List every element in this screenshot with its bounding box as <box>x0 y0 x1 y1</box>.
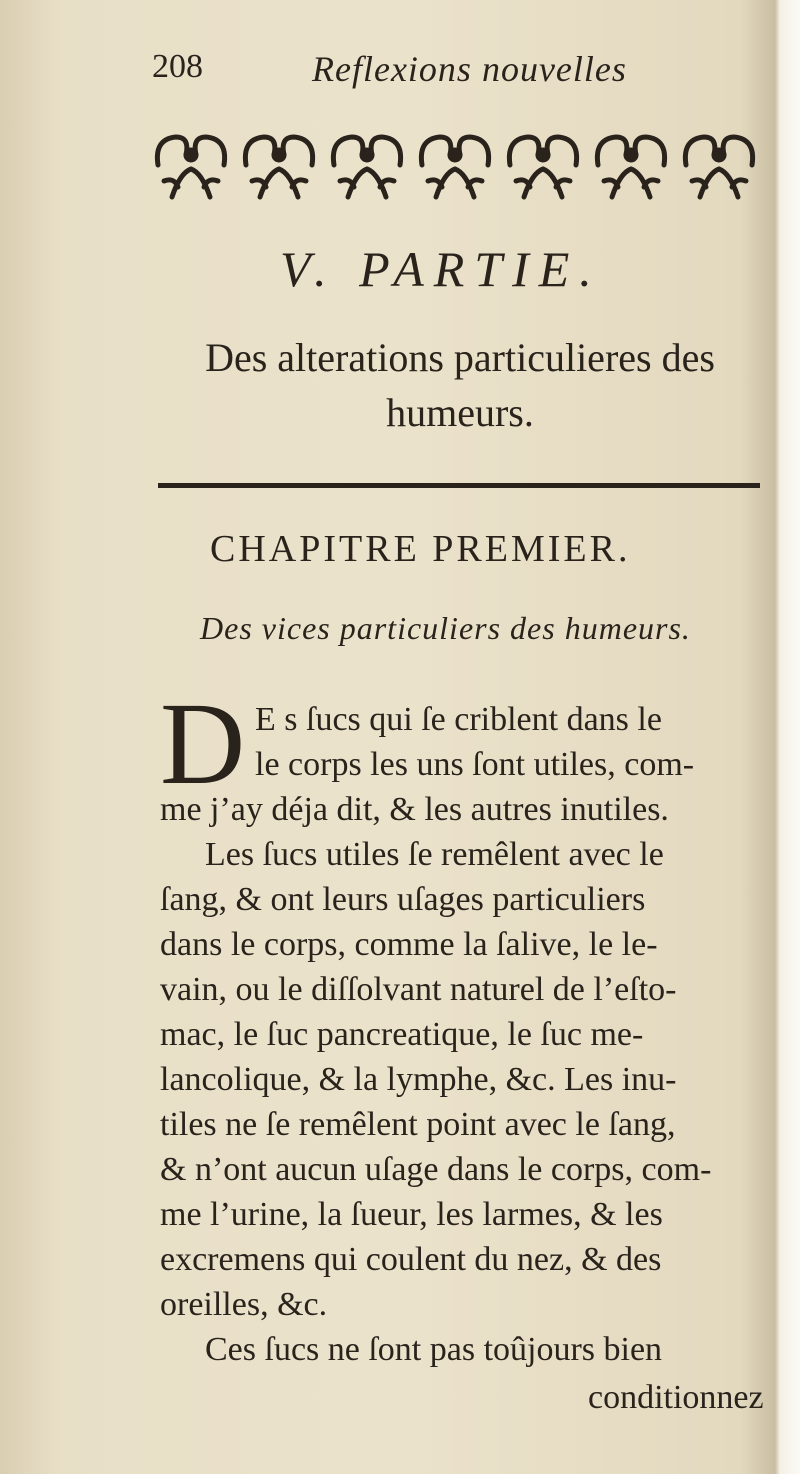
text-line: excremens qui coulent du nez, & des <box>160 1241 662 1278</box>
text-line: E s ſucs qui ſe criblent dans le <box>255 701 662 738</box>
fleuron-ornament-icon <box>502 125 584 205</box>
text-line: ſang, & ont leurs uſages particuliers <box>160 881 646 918</box>
text-line: dans le corps, comme la ſalive, le le- <box>160 926 658 963</box>
fleuron-ornament-icon <box>414 125 496 205</box>
chapter-subtitle: Des vices particuliers des humeurs. <box>200 610 691 646</box>
fleuron-ornament-icon <box>678 125 760 205</box>
text-line: tiles ne ſe remêlent point avec le ſang, <box>160 1106 676 1143</box>
text-line: le corps les uns ſont utiles, com- <box>255 746 695 783</box>
fleuron-ornament-icon <box>238 125 320 205</box>
ornament-band <box>150 125 760 205</box>
chapter-title: CHAPITRE PREMIER. <box>210 528 631 570</box>
fleuron-ornament-icon <box>590 125 672 205</box>
text-line: me l’urine, la ſueur, les larmes, & les <box>160 1196 663 1233</box>
running-title: Reflexions nouvelles <box>312 49 627 89</box>
fleuron-ornament-icon <box>326 125 408 205</box>
text-line: oreilles, &c. <box>160 1286 328 1323</box>
text-line: lancolique, & la lymphe, &c. Les inu- <box>160 1061 677 1098</box>
text-line: me j’ay déja dit, & les autres inutiles. <box>160 791 669 828</box>
part-subtitle-line: Des alterations particulieres des <box>205 335 715 380</box>
horizontal-rule <box>158 483 760 488</box>
text-line: & n’ont aucun uſage dans le corps, com- <box>160 1151 712 1188</box>
part-subtitle-line: humeurs. <box>386 390 534 435</box>
running-head <box>0 48 800 98</box>
fleuron-ornament-icon <box>150 125 232 205</box>
catchword: conditionnez <box>588 1379 764 1416</box>
text-line: mac, le ſuc pancreatique, le ſuc me- <box>160 1016 644 1053</box>
drop-cap: D <box>160 678 246 809</box>
text-line: Les ſucs utiles ſe remêlent avec le <box>205 836 664 873</box>
part-heading: V. PARTIE. <box>280 241 602 297</box>
page-number: 208 <box>152 48 203 85</box>
text-line: Ces ſucs ne ſont pas toûjours bien <box>205 1331 663 1368</box>
part-subtitle <box>160 330 760 440</box>
text-line: vain, ou le diſſolvant naturel de l’eſto- <box>160 971 677 1008</box>
